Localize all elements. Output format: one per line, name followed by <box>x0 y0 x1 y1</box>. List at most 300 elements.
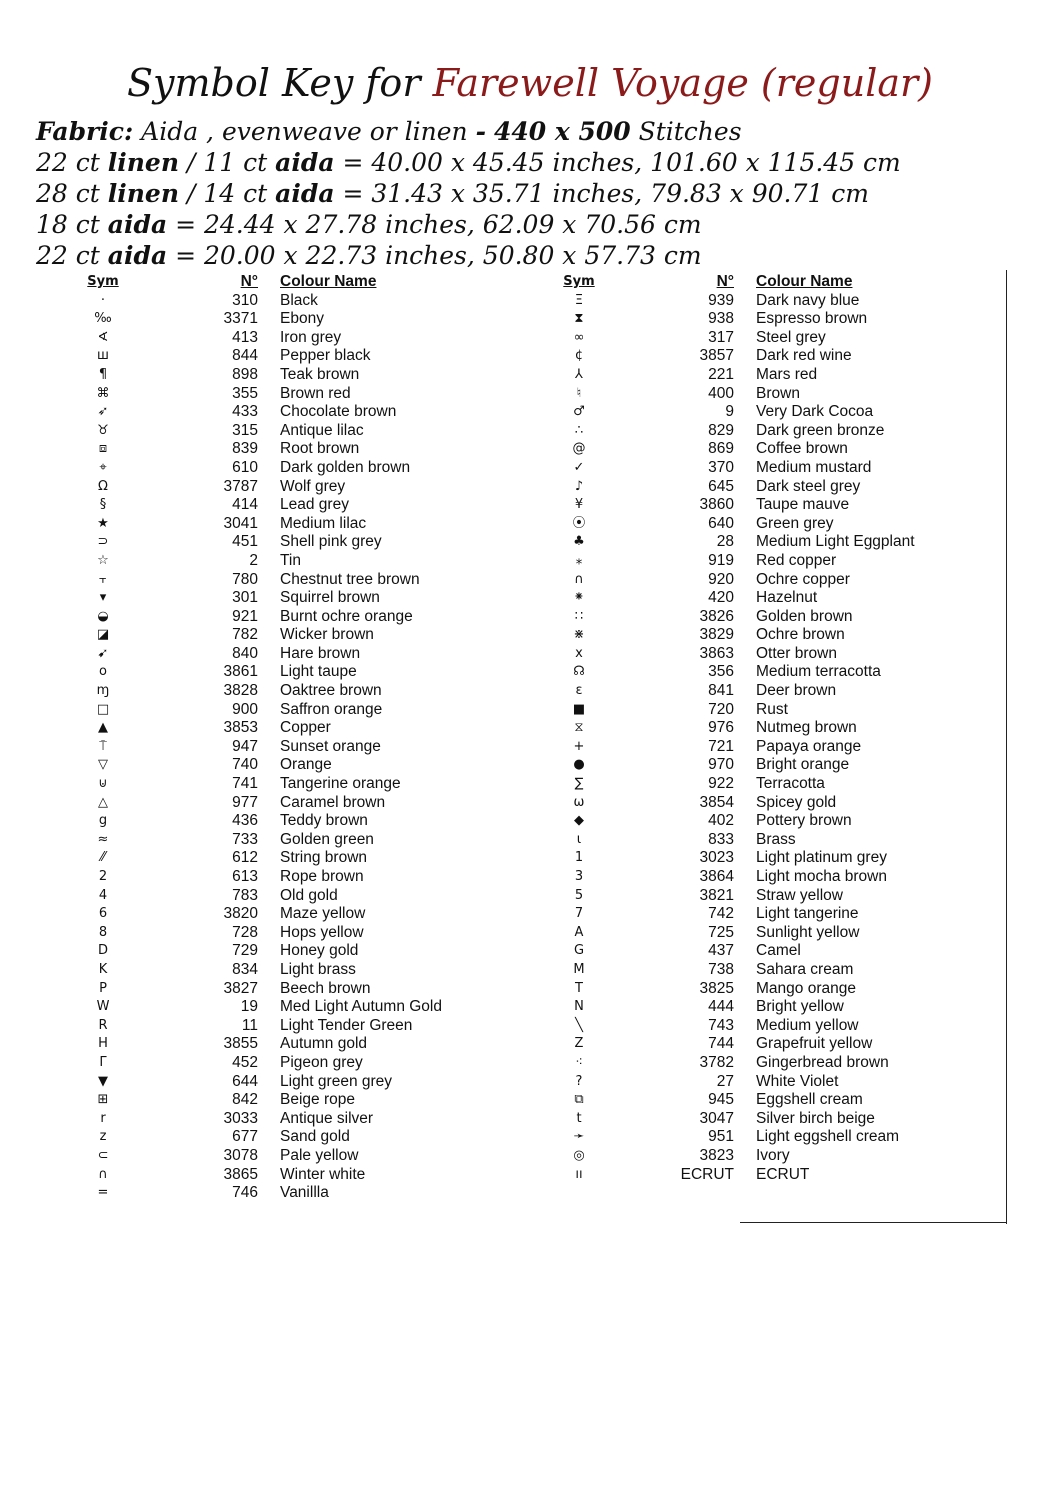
colour-name-cell: Honey gold <box>280 942 359 960</box>
number-cell: 977 <box>232 793 258 811</box>
colour-name-cell: Autumn gold <box>280 1035 368 1053</box>
table-row <box>60 552 530 571</box>
table-row <box>60 459 530 478</box>
symbol-cell: z <box>99 1129 107 1145</box>
number-cell: 355 <box>232 384 258 402</box>
colour-name-cell: Caramel brown <box>280 793 386 811</box>
table-row <box>60 738 530 757</box>
number-cell: 898 <box>232 365 258 383</box>
symbol-key-left-column <box>60 273 530 1203</box>
table-row <box>536 812 1006 831</box>
number-cell: 3864 <box>699 868 734 885</box>
colour-name-cell: ECRUT <box>756 1165 810 1183</box>
symbol-cell: A <box>574 924 584 940</box>
colour-name-cell: Terracotta <box>756 775 825 793</box>
colour-name-cell: Rust <box>756 700 788 718</box>
table-row <box>60 1035 530 1054</box>
colour-name-cell: Sand gold <box>280 1128 350 1146</box>
symbol-cell: ● <box>573 757 585 773</box>
number-cell: 733 <box>232 830 258 848</box>
colour-name-cell: Bright orange <box>756 756 850 774</box>
symbol-cell: + <box>573 738 585 754</box>
number-cell: 436 <box>232 812 258 830</box>
colour-name-cell: Med Light Autumn Gold <box>280 998 442 1016</box>
colour-name-cell: Taupe mauve <box>756 496 850 514</box>
symbol-cell: ⋇ <box>573 627 585 643</box>
symbol-cell: ∢ <box>97 329 109 345</box>
table-row <box>536 571 1006 590</box>
size-line <box>36 240 1036 271</box>
table-row <box>60 905 530 924</box>
table-row <box>536 645 1006 664</box>
symbol-cell: R <box>98 1017 108 1033</box>
colour-name-cell: Dark golden brown <box>280 458 411 476</box>
size-sep: / <box>186 179 196 208</box>
colour-name-cell: Light green grey <box>280 1072 393 1090</box>
symbol-cell: ◒ <box>97 608 109 624</box>
colour-name-cell: Black <box>280 291 318 309</box>
symbol-cell: 3 <box>574 869 584 884</box>
table-row <box>60 794 530 813</box>
size-count: 22 ct <box>36 148 100 177</box>
symbol-cell: ⊃ <box>97 534 109 550</box>
symbol-cell: Ξ <box>574 292 584 308</box>
number-cell: 833 <box>708 830 734 848</box>
size-sep: / <box>186 148 196 177</box>
colour-name-cell: Medium mustard <box>756 458 872 476</box>
symbol-cell: o <box>99 664 107 680</box>
colour-name-cell: Teak brown <box>280 365 360 383</box>
number-cell: 640 <box>708 514 734 532</box>
colour-name-cell: Antique silver <box>280 1109 374 1127</box>
number-cell: 945 <box>708 1091 734 1109</box>
table-row <box>536 998 1006 1017</box>
table-row <box>536 942 1006 961</box>
size-fabric: aida <box>275 179 335 208</box>
colour-name-cell: Dark steel grey <box>756 477 861 495</box>
symbol-cell: ⧖ <box>574 720 584 736</box>
colour-name-cell: Deer brown <box>756 682 837 700</box>
symbol-cell: 1 <box>574 850 584 866</box>
table-row <box>536 1128 1006 1147</box>
number-cell: 744 <box>708 1035 734 1053</box>
symbol-cell: ✓ <box>573 459 585 475</box>
number-cell: 437 <box>708 942 734 960</box>
symbol-cell: D <box>97 943 108 959</box>
colour-name-cell: Pepper black <box>280 347 371 365</box>
symbol-cell: = <box>97 1185 109 1201</box>
number-cell: 317 <box>708 328 734 346</box>
colour-name-cell: Shell pink grey <box>280 533 382 551</box>
number-cell: 27 <box>716 1072 734 1090</box>
size-count: 22 ct <box>36 241 100 270</box>
table-row <box>536 329 1006 348</box>
symbol-cell: ▽ <box>98 757 108 773</box>
number-cell: 310 <box>232 291 258 309</box>
symbol-cell: M <box>573 961 585 977</box>
symbol-cell: ◪ <box>96 627 110 643</box>
number-cell: 370 <box>708 458 734 476</box>
number-cell: 3823 <box>699 1146 734 1164</box>
table-row <box>60 1073 530 1092</box>
number-cell: 315 <box>232 421 258 439</box>
number-cell: 839 <box>232 440 258 458</box>
symbol-cell: ¥ <box>574 497 584 513</box>
number-cell: 783 <box>232 886 258 904</box>
table-row <box>60 533 530 552</box>
fabric-label: Fabric: <box>36 117 134 146</box>
symbol-cell: ▼ <box>98 1073 108 1089</box>
header-num: N° <box>716 273 734 290</box>
table-row <box>60 422 530 441</box>
symbol-cell: ‰ <box>94 311 112 327</box>
table-row <box>536 682 1006 701</box>
table-row <box>60 385 530 404</box>
number-cell: 939 <box>708 291 734 309</box>
symbol-cell: ¶ <box>98 366 108 382</box>
symbol-cell: ɩ <box>576 831 582 847</box>
number-cell: 400 <box>708 384 734 402</box>
number-cell: 738 <box>708 960 734 978</box>
number-cell: 900 <box>232 700 258 718</box>
size-fabric: linen <box>107 148 180 177</box>
table-row <box>60 626 530 645</box>
header-name: Colour Name <box>756 273 853 290</box>
table-row <box>60 682 530 701</box>
number-cell: 976 <box>708 719 734 737</box>
number-cell: 645 <box>708 477 734 495</box>
symbol-cell: ⁄⁄ <box>100 850 106 866</box>
table-row <box>60 756 530 775</box>
table-row <box>60 292 530 311</box>
number-cell: 782 <box>232 626 258 644</box>
table-row <box>60 515 530 534</box>
colour-name-cell: Oaktree brown <box>280 682 382 700</box>
table-row <box>536 440 1006 459</box>
symbol-cell: ⍑ <box>99 738 107 754</box>
number-cell: 951 <box>708 1128 734 1146</box>
number-cell: 413 <box>232 328 258 346</box>
colour-name-cell: Beech brown <box>280 979 371 997</box>
symbol-cell: 7 <box>574 906 584 922</box>
number-cell: 3857 <box>699 347 734 365</box>
number-cell: ECRUT <box>680 1165 734 1183</box>
colour-name-cell: Sahara cream <box>756 960 854 978</box>
table-row <box>536 385 1006 404</box>
colour-name-cell: Pottery brown <box>756 812 852 830</box>
colour-name-cell: Wolf grey <box>280 477 346 495</box>
colour-name-cell: Gingerbread brown <box>756 1053 889 1071</box>
symbol-cell: ⊍ <box>98 776 108 792</box>
table-row <box>60 440 530 459</box>
symbol-cell: G <box>573 943 585 959</box>
number-cell: 740 <box>232 756 258 774</box>
colour-name-cell: Medium lilac <box>280 514 367 532</box>
table-row <box>536 366 1006 385</box>
symbol-cell: ≈ <box>97 831 109 847</box>
table-row <box>536 831 1006 850</box>
table-row <box>536 589 1006 608</box>
symbol-cell: ∞ <box>573 329 585 345</box>
title-pattern-name: Farewell Voyage (regular) <box>432 61 933 105</box>
symbol-cell: W <box>96 999 110 1015</box>
table-row <box>60 310 530 329</box>
colour-name-cell: Mango orange <box>756 979 856 997</box>
symbol-key-right-column <box>536 273 1006 1184</box>
symbol-cell: ⧈ <box>98 441 108 457</box>
symbol-cell: ⁎ <box>575 552 583 568</box>
colour-name-cell: Red copper <box>756 551 837 569</box>
table-row <box>60 571 530 590</box>
table-row <box>536 849 1006 868</box>
number-cell: 920 <box>708 570 734 588</box>
number-cell: 3827 <box>223 979 258 997</box>
number-cell: 780 <box>232 570 258 588</box>
colour-name-cell: Eggshell cream <box>756 1091 863 1109</box>
table-row <box>536 515 1006 534</box>
table-row <box>536 1035 1006 1054</box>
page-title <box>0 58 1060 108</box>
table-row <box>60 849 530 868</box>
table-row <box>60 1091 530 1110</box>
symbol-cell: Ω <box>98 478 108 494</box>
colour-name-cell: Teddy brown <box>280 812 368 830</box>
table-row <box>536 794 1006 813</box>
colour-name-cell: Hops yellow <box>280 923 364 941</box>
colour-name-cell: Light brass <box>280 960 356 978</box>
symbol-cell: ♂ <box>573 404 585 420</box>
symbol-cell: 2 <box>98 869 108 884</box>
colour-name-cell: Medium Light Eggplant <box>756 533 915 551</box>
symbol-cell: § <box>99 497 107 513</box>
table-header <box>60 273 530 292</box>
colour-name-cell: Light platinum grey <box>756 849 887 867</box>
table-row <box>60 403 530 422</box>
number-cell: 3853 <box>223 719 258 737</box>
symbol-cell: ♣ <box>573 534 585 550</box>
symbol-cell: 5 <box>574 887 584 903</box>
symbol-cell: T <box>575 980 583 996</box>
colour-name-cell: Espresso brown <box>756 310 868 328</box>
symbol-cell: Z <box>574 1036 584 1052</box>
table-row <box>536 403 1006 422</box>
colour-name-cell: Dark navy blue <box>756 291 860 309</box>
fabric-line <box>36 116 1036 147</box>
colour-name-cell: Chestnut tree brown <box>280 570 420 588</box>
number-cell: 3782 <box>699 1053 734 1071</box>
table-row <box>536 310 1006 329</box>
symbol-cell: ⁕ <box>573 590 585 606</box>
symbol-cell: ♮ <box>576 385 582 401</box>
number-cell: 444 <box>708 998 734 1016</box>
colour-name-cell: Light Tender Green <box>280 1016 413 1034</box>
size-count: 14 ct <box>203 179 268 208</box>
header-name: Colour Name <box>280 273 377 290</box>
number-cell: 3787 <box>223 477 258 495</box>
table-row <box>536 701 1006 720</box>
symbol-cell: ➛ <box>573 1129 585 1145</box>
symbol-cell: ★ <box>97 515 109 531</box>
colour-name-cell: Squirrel brown <box>280 589 380 607</box>
table-row <box>536 924 1006 943</box>
fabric-materials: Aida , evenweave or linen <box>141 117 468 146</box>
size-count: 11 ct <box>203 148 268 177</box>
colour-name-cell: Papaya orange <box>756 737 862 755</box>
colour-name-cell: Silver birch beige <box>756 1109 875 1127</box>
table-row <box>60 1166 530 1185</box>
number-cell: 3865 <box>223 1165 258 1183</box>
colour-name-cell: Ochre brown <box>756 626 845 644</box>
colour-name-cell: Hare brown <box>280 644 361 662</box>
table-row <box>60 1017 530 1036</box>
number-cell: 746 <box>232 1184 258 1202</box>
colour-name-cell: Iron grey <box>280 328 342 346</box>
colour-name-cell: Green grey <box>756 514 834 532</box>
stitch-count: 440 x 500 <box>493 117 631 146</box>
symbol-cell: x <box>575 645 583 661</box>
symbol-cell: ♉ <box>97 422 109 438</box>
table-row <box>536 478 1006 497</box>
colour-name-cell: Pale yellow <box>280 1146 359 1164</box>
colour-name-cell: Antique lilac <box>280 421 364 439</box>
symbol-cell: ⦿ <box>572 515 586 531</box>
number-cell: 414 <box>232 496 258 514</box>
number-cell: 728 <box>232 923 258 941</box>
colour-name-cell: Lead grey <box>280 496 349 514</box>
symbol-cell: ▲ <box>98 720 108 736</box>
symbol-cell: r <box>100 1110 106 1126</box>
table-row <box>60 1128 530 1147</box>
table-row <box>536 1073 1006 1092</box>
number-cell: 922 <box>708 775 734 793</box>
table-row <box>536 422 1006 441</box>
table-row <box>536 738 1006 757</box>
table-row <box>60 1110 530 1129</box>
table-row <box>536 459 1006 478</box>
colour-name-cell: Hazelnut <box>756 589 818 607</box>
colour-name-cell: Golden brown <box>756 607 853 625</box>
number-cell: 610 <box>232 458 258 476</box>
number-cell: 743 <box>708 1016 734 1034</box>
table-row <box>536 868 1006 887</box>
symbol-cell: 4 <box>98 887 108 903</box>
size-dims: = 40.00 x 45.45 inches, 101.60 x 115.45 cm <box>342 148 901 177</box>
table-row <box>60 831 530 850</box>
table-row <box>536 887 1006 906</box>
number-cell: 452 <box>232 1053 258 1071</box>
number-cell: 840 <box>232 644 258 662</box>
symbol-cell: ⧗ <box>574 311 584 327</box>
colour-name-cell: Copper <box>280 719 331 737</box>
number-cell: 3825 <box>699 979 734 997</box>
table-border-bottom <box>740 1222 1007 1223</box>
colour-name-cell: Beige rope <box>280 1091 355 1109</box>
table-row <box>536 1110 1006 1129</box>
number-cell: 9 <box>725 403 734 421</box>
colour-name-cell: Ebony <box>280 310 324 328</box>
symbol-cell: K <box>98 961 108 977</box>
table-row <box>536 1054 1006 1073</box>
table-row <box>60 347 530 366</box>
number-cell: 221 <box>708 365 734 383</box>
colour-name-cell: Dark red wine <box>756 347 852 365</box>
colour-name-cell: Very Dark Cocoa <box>756 403 874 421</box>
symbol-cell: N <box>574 999 584 1015</box>
table-row <box>536 292 1006 311</box>
symbol-cell: ∑ <box>574 776 584 792</box>
table-row <box>60 719 530 738</box>
table-row <box>60 998 530 1017</box>
colour-name-cell: Tin <box>280 551 301 569</box>
symbol-cell: △ <box>98 794 108 810</box>
symbol-cell: @ <box>572 441 586 457</box>
symbol-cell: t <box>576 1110 582 1126</box>
colour-name-cell: Tangerine orange <box>280 775 401 793</box>
colour-name-cell: Root brown <box>280 440 360 458</box>
symbol-cell: Γ <box>99 1054 107 1070</box>
number-cell: 834 <box>232 960 258 978</box>
size-line <box>36 209 1036 240</box>
number-cell: 451 <box>232 533 258 551</box>
size-fabric: linen <box>107 179 180 208</box>
colour-name-cell: Pigeon grey <box>280 1053 363 1071</box>
number-cell: 677 <box>232 1128 258 1146</box>
number-cell: 729 <box>232 942 258 960</box>
colour-name-cell: Grapefruit yellow <box>756 1035 873 1053</box>
number-cell: 3023 <box>699 849 734 867</box>
size-dims: = 20.00 x 22.73 inches, 50.80 x 57.73 cm <box>175 241 702 270</box>
header-num: N° <box>240 273 258 290</box>
colour-name-cell: Spicey gold <box>756 793 837 811</box>
colour-name-cell: Sunlight yellow <box>756 923 860 941</box>
symbol-cell: ∩ <box>98 1166 108 1182</box>
colour-name-cell: Winter white <box>280 1165 366 1183</box>
number-cell: 420 <box>708 589 734 607</box>
table-row <box>60 645 530 664</box>
colour-name-cell: Vanillla <box>280 1184 329 1202</box>
symbol-cell: ∴ <box>574 422 584 438</box>
number-cell: 741 <box>232 775 258 793</box>
title-prefix: Symbol Key for <box>127 61 421 105</box>
symbol-cell: ? <box>575 1073 583 1089</box>
number-cell: 3821 <box>699 886 734 904</box>
symbol-cell: ◎ <box>573 1147 585 1163</box>
number-cell: 3854 <box>699 793 734 811</box>
symbol-cell: · <box>100 292 106 308</box>
symbol-cell: ╲ <box>575 1017 583 1033</box>
table-row <box>60 608 530 627</box>
colour-name-cell: Orange <box>280 756 332 774</box>
colour-name-cell: Mars red <box>756 365 818 383</box>
number-cell: 919 <box>708 551 734 569</box>
symbol-cell: ⁖ <box>575 1054 583 1070</box>
number-cell: 3861 <box>223 663 258 681</box>
number-cell: 3078 <box>223 1146 258 1164</box>
symbol-cell: 8 <box>98 924 108 940</box>
number-cell: 742 <box>708 905 734 923</box>
number-cell: 869 <box>708 440 734 458</box>
table-row <box>60 980 530 999</box>
table-row <box>60 496 530 515</box>
table-row <box>60 589 530 608</box>
fabric-info <box>36 116 1036 271</box>
symbol-cell: ∷ <box>574 608 584 624</box>
table-border-right <box>1006 270 1007 1224</box>
table-row <box>536 961 1006 980</box>
colour-name-cell: Coffee brown <box>756 440 848 458</box>
colour-name-cell: Brass <box>756 830 796 848</box>
symbol-cell: ◆ <box>574 813 584 829</box>
